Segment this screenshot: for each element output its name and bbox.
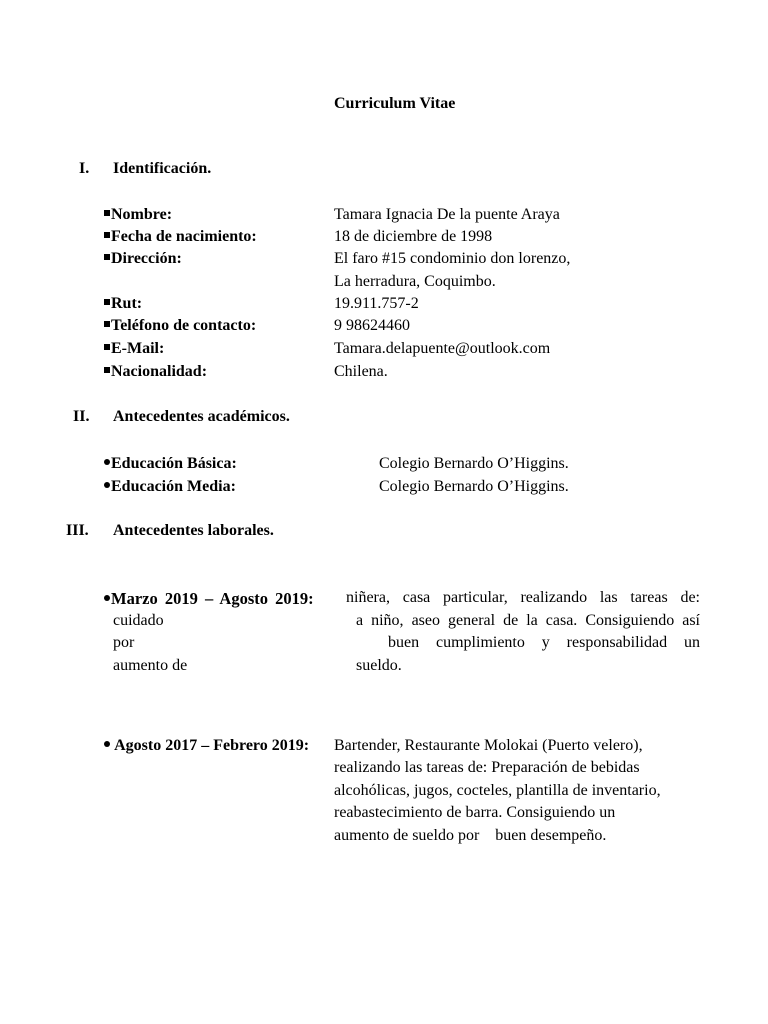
round-bullet-icon <box>104 595 110 601</box>
square-bullet-icon <box>104 344 110 350</box>
square-bullet-icon <box>104 254 110 260</box>
id-row-name-value: Tamara Ignacia De la puente Araya <box>334 206 560 223</box>
square-bullet-icon <box>104 299 110 305</box>
id-row-birth-value: 18 de diciembre de 1998 <box>334 228 493 245</box>
section-1-title: Identificación. <box>113 160 212 177</box>
id-row-email-label: E-Mail: <box>104 340 164 358</box>
job-2-line-4: reabastecimiento de barra. Consiguiendo un <box>334 804 616 821</box>
job-2-line-1: Bartender, Restaurante Molokai (Puerto velero), <box>334 737 643 754</box>
id-row-address-value: El faro #15 condominio don lorenzo, <box>334 250 571 267</box>
job-1-left-3: por <box>113 634 135 651</box>
job-1-period: Marzo 2019 – Agosto 2019: <box>104 589 314 609</box>
section-1-number: I. <box>79 160 90 177</box>
job-2-line-5: aumento de sueldo por buen desempeño. <box>334 827 607 844</box>
edu-basic-label: Educación Básica: <box>104 455 237 473</box>
round-bullet-icon <box>104 482 110 488</box>
id-row-rut-label: Rut: <box>104 295 142 313</box>
round-bullet-icon <box>104 459 110 465</box>
job-1-right-2: a niño, aseo general de la casa. Consiguiendo así <box>356 612 700 629</box>
section-2-title: Antecedentes académicos. <box>113 408 290 425</box>
edu-media-value: Colegio Bernardo O’Higgins. <box>379 478 569 495</box>
section-3-number: III. <box>66 522 89 539</box>
edu-media-label: Educación Media: <box>104 478 236 496</box>
job-1-left-4: aumento de <box>113 657 188 674</box>
job-1-right-3: buen cumplimiento y responsabilidad un <box>388 634 700 651</box>
section-3-title: Antecedentes laborales. <box>113 522 274 539</box>
square-bullet-icon <box>104 210 110 216</box>
job-2-line-2: realizando las tareas de: Preparación de bebidas <box>334 759 640 776</box>
square-bullet-icon <box>104 321 110 327</box>
id-row-nationality-label: Nacionalidad: <box>104 363 207 381</box>
id-row-birth-label: Fecha de nacimiento: <box>104 228 257 246</box>
job-2-line-3: alcohólicas, jugos, cocteles, plantilla de inventario, <box>334 782 661 799</box>
id-row-address-label: Dirección: <box>104 250 182 268</box>
section-2-number: II. <box>73 408 90 425</box>
page-title: Curriculum Vitae <box>334 95 456 112</box>
id-row-address-value-line2: La herradura, Coquimbo. <box>334 273 496 290</box>
id-row-name-label: Nombre: <box>104 206 172 224</box>
job-1-left-2: cuidado <box>113 612 164 629</box>
id-row-phone-value: 9 98624460 <box>334 317 410 334</box>
id-row-email-value: Tamara.delapuente@outlook.com <box>334 340 551 357</box>
job-2-period: Agosto 2017 – Febrero 2019: <box>104 737 309 755</box>
id-row-nationality-value: Chilena. <box>334 363 388 380</box>
job-1-right-4: sueldo. <box>356 657 402 674</box>
square-bullet-icon <box>104 367 110 373</box>
id-row-phone-label: Teléfono de contacto: <box>104 317 256 335</box>
round-bullet-icon <box>104 741 110 747</box>
job-1-line-1: niñera, casa particular, realizando las tareas de: <box>346 589 700 606</box>
square-bullet-icon <box>104 232 110 238</box>
id-row-rut-value: 19.911.757-2 <box>334 295 419 312</box>
edu-basic-value: Colegio Bernardo O’Higgins. <box>379 455 569 472</box>
